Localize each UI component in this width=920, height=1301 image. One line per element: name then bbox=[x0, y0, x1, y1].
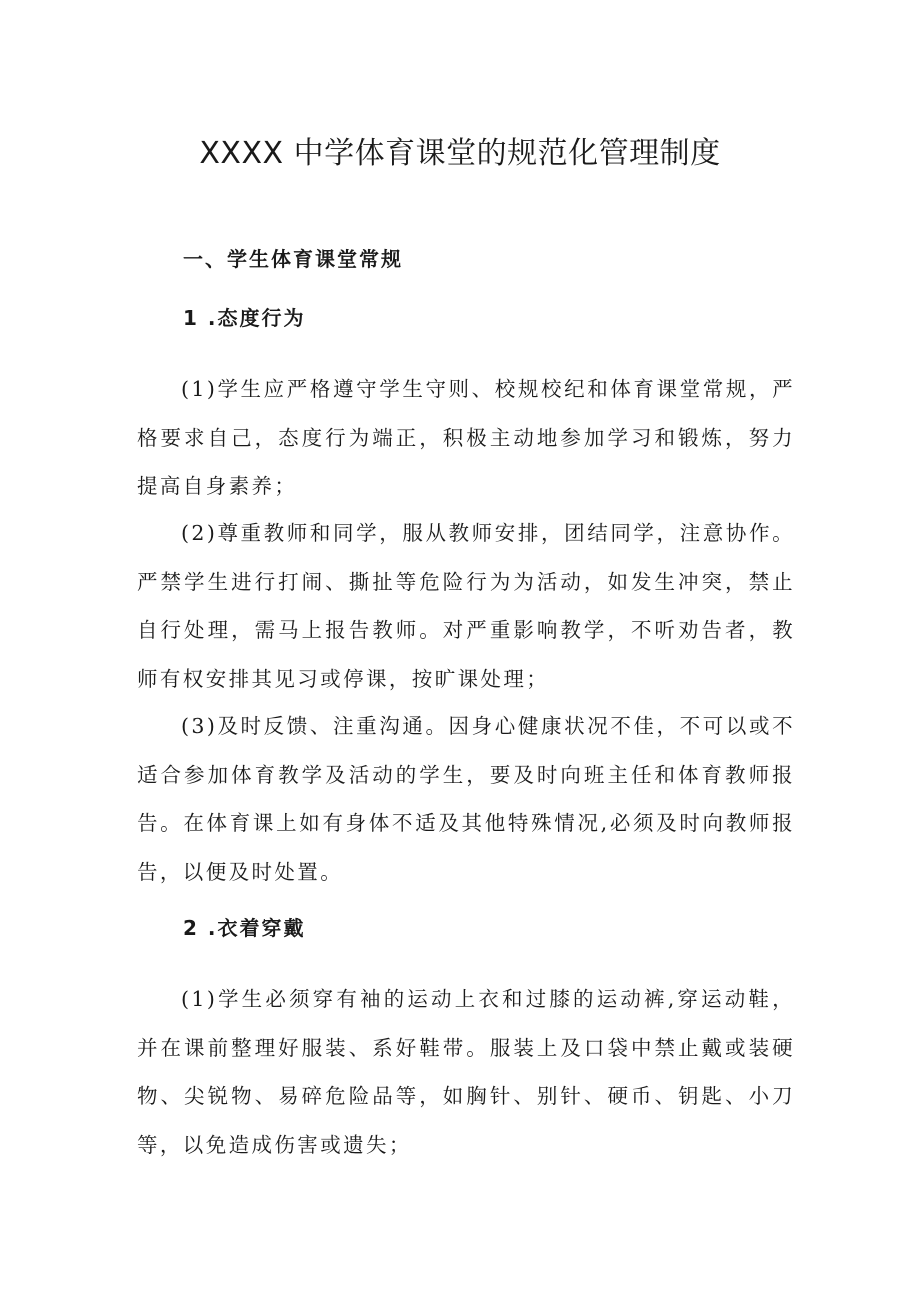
paragraph: (1)学生应严格遵守学生守则、校规校纪和体育课堂常规，严格要求自己，态度行为端正，积极主动地参加学习和锻炼，努力提高自身素养； bbox=[137, 377, 795, 498]
subsection-heading: 2 .衣着穿戴 bbox=[183, 916, 306, 940]
paragraph: (1)学生必须穿有袖的运动上衣和过膝的运动裤,穿运动鞋，并在课前整理好服装、系好鞋带。服装上及口袋中禁止戴或装硬物、尖锐物、易碎危险品等，如胸针、别针、硬币、钥匙、小刀等，以免造成伤害或遗失； bbox=[137, 987, 795, 1157]
document-title: XXXX 中学体育课堂的规范化管理制度 bbox=[199, 136, 721, 171]
paragraph: (3)及时反馈、注重沟通。因身心健康状况不佳，不可以或不适合参加体育教学及活动的学生，要及时向班主任和体育教师报告。在体育课上如有身体不适及其他特殊情况,必须及时向教师报告，以便及时处置。 bbox=[137, 714, 795, 884]
paragraph: (2)尊重教师和同学，服从教师安排，团结同学，注意协作。严禁学生进行打闹、撕扯等危险行为为活动，如发生冲突，禁止自行处理，需马上报告教师。对严重影响教学，不听劝告者，教师有权安排其见习或停课，按旷课处理； bbox=[137, 521, 795, 691]
subsection-heading: 1 .态度行为 bbox=[183, 306, 306, 330]
section-heading: 一、学生体育课堂常规 bbox=[183, 247, 403, 271]
